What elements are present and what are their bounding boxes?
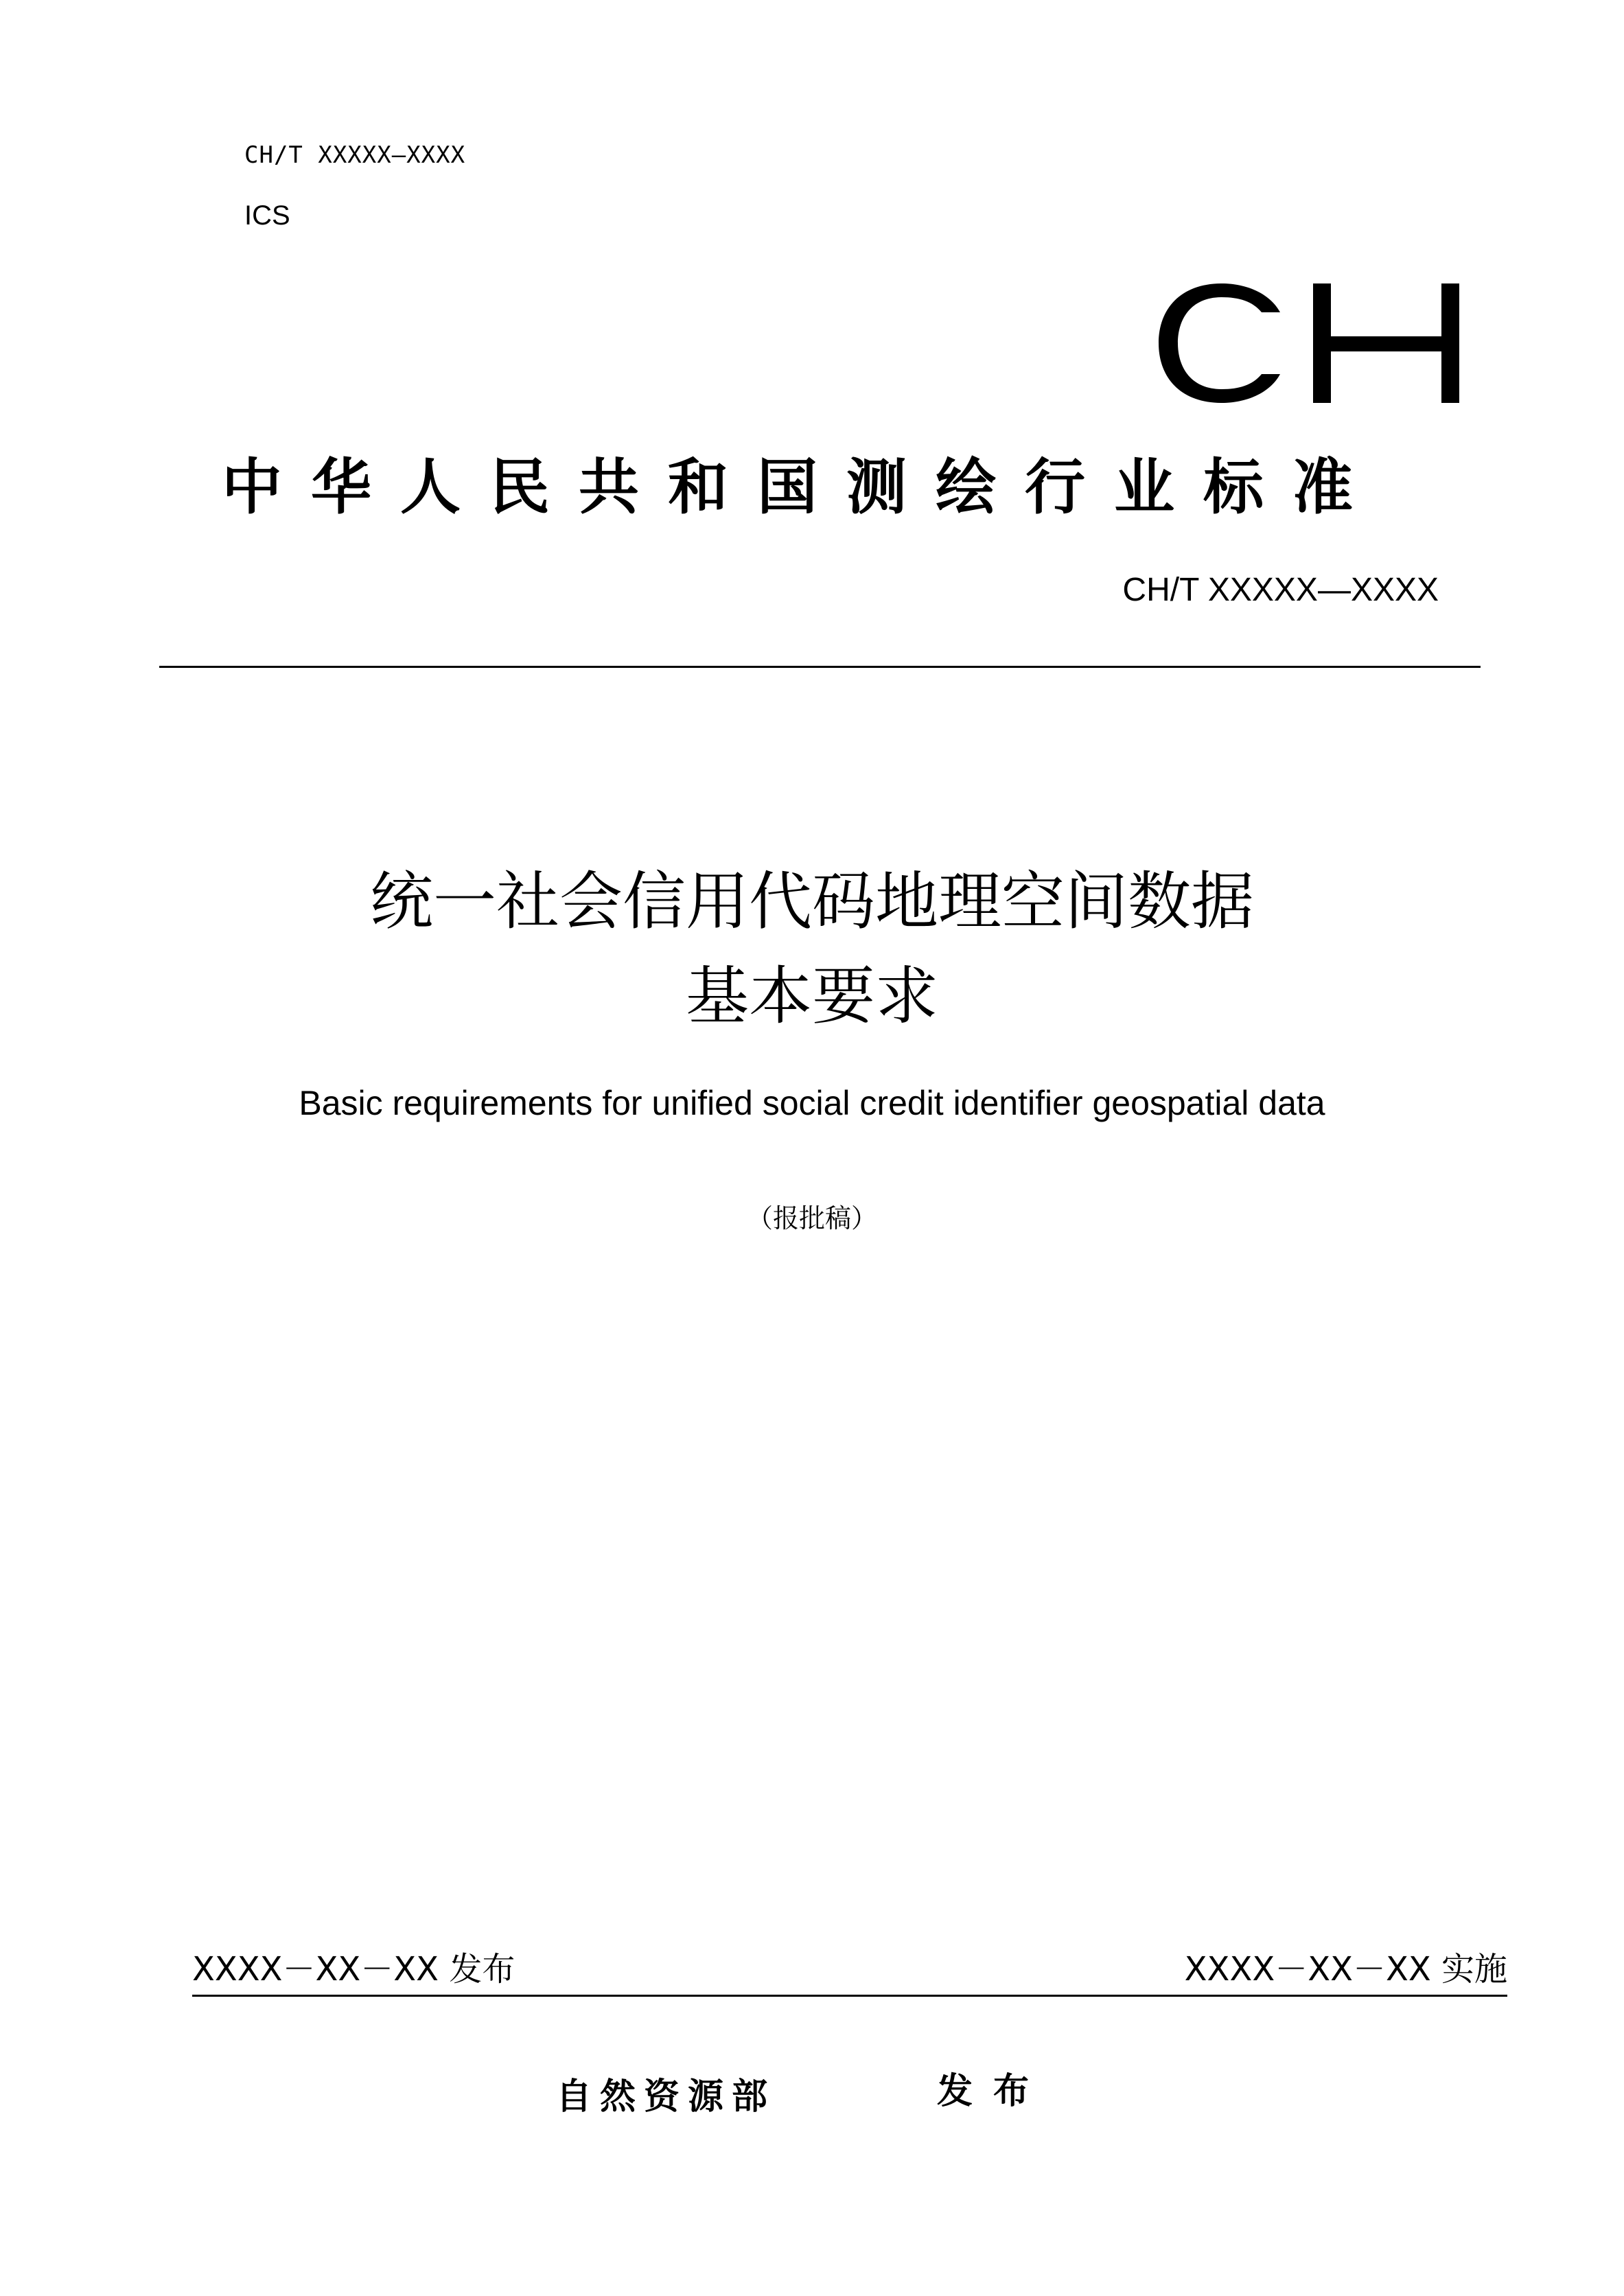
ics-label: ICS <box>244 200 290 231</box>
publish-date: XXXX－XX－XX 发布 <box>192 1950 515 1988</box>
issuer-name: 自然资源部 <box>556 2076 776 2118</box>
footer-rule <box>192 1995 1507 1997</box>
ch-logo <box>1153 271 1469 415</box>
title-english: Basic requirements for unified social credit identifier geospatial data <box>299 1084 1325 1122</box>
issuer-action: 发布 <box>937 2071 1050 2112</box>
ministry-title: 中华人民共和国测绘行业标准 <box>222 452 1382 522</box>
title-chinese-line2: 基本要求 <box>685 960 938 1033</box>
standard-code: CH/T XXXXX—XXXX <box>1122 572 1439 608</box>
draft-status: （报批稿） <box>746 1203 877 1233</box>
top-standard-code: CH/T XXXXX—XXXX <box>244 141 466 169</box>
title-chinese-line1: 统一社会信用代码地理空间数据 <box>369 865 1254 938</box>
implement-date: XXXX－XX－XX 实施 <box>1184 1950 1507 1988</box>
header-rule <box>159 666 1481 668</box>
